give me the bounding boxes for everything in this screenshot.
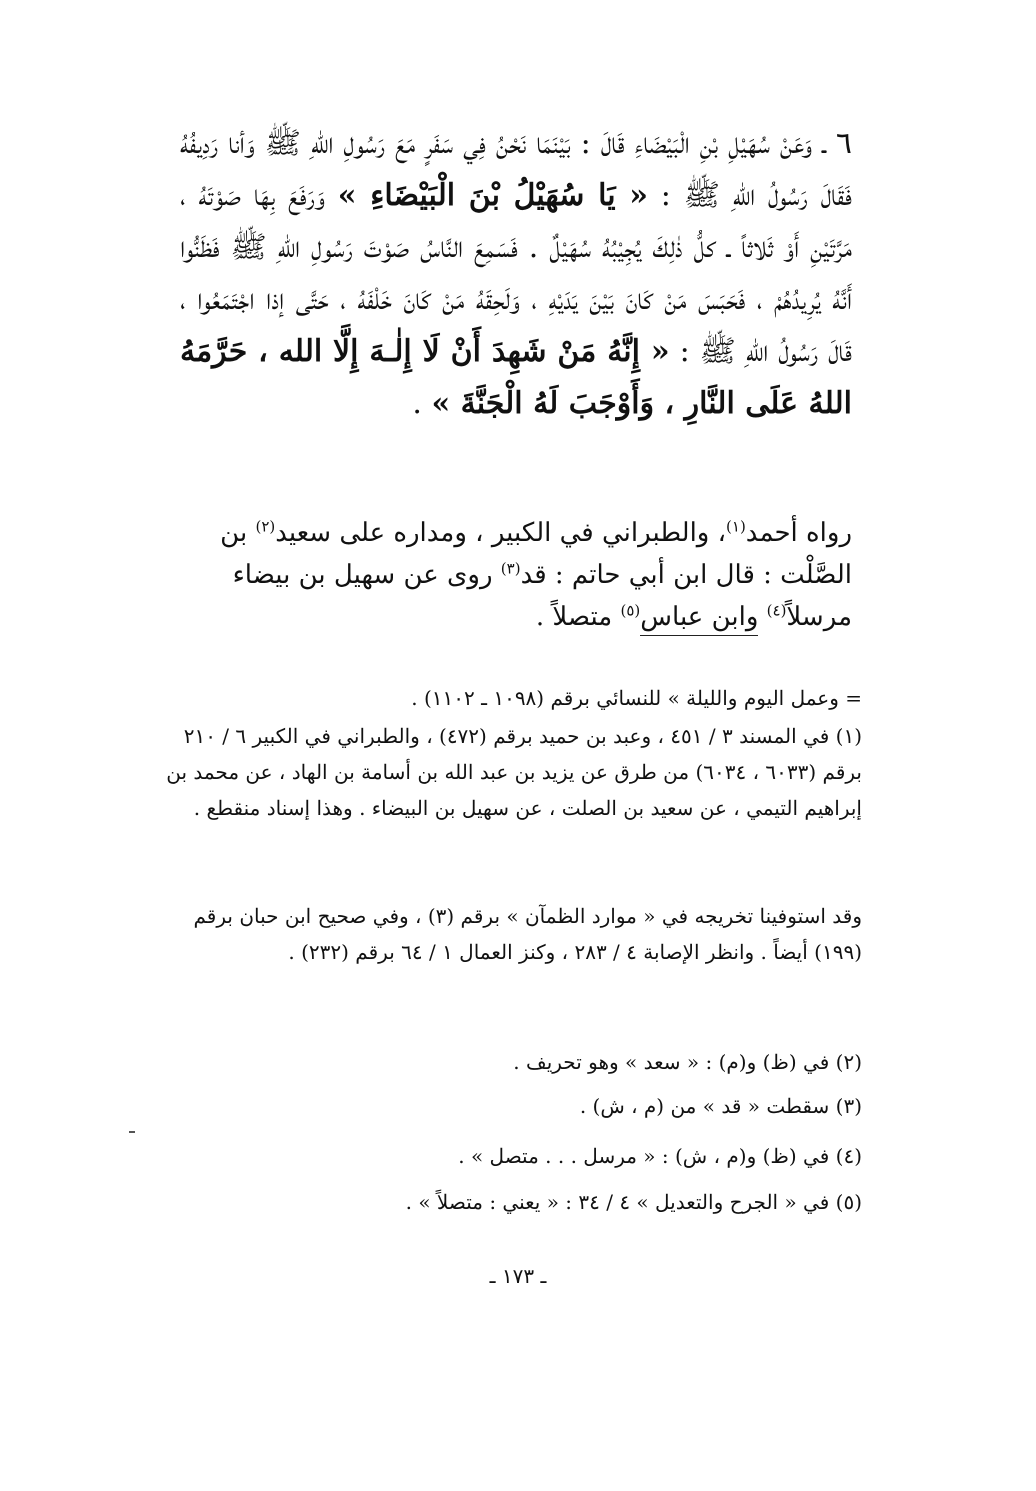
page-number: ـ ١٧٣ ـ <box>489 1264 547 1288</box>
footnote-ref-1[interactable]: (١) <box>726 517 746 536</box>
prophet-call-quote: « يَا سُهَيْلُ بْنَ الْبَيْضَاءِ » <box>337 178 649 213</box>
footnote-ref-5[interactable]: (٥) <box>620 601 641 620</box>
narration-part: بن الصَّلْت : قال ابن أبي حاتم : قد <box>220 518 852 590</box>
narration-paragraph <box>180 512 852 638</box>
narration-text <box>180 512 852 638</box>
narration-part: روى عن سهيل بن بيضاء مرسلاً <box>232 560 852 632</box>
hadith-text <box>180 118 852 430</box>
hadith-paragraph <box>180 118 852 430</box>
prophet-statement-quote: « إِنَّهُ مَنْ شَهِدَ أَنْ لَا إِلٰـهَ إِلَّا الله ، حَرَّمَهُ اللهُ عَلَى النَّارِ ، وَأَوْجَبَ لَهُ الْجَنَّةَ » <box>180 334 852 421</box>
hadith-narrative: وَرَفَعَ بِهَا صَوْتَهُ ، مَرَّتَيْنِ أَوْ ثَلاثاً ـ كلُّ ذٰلِكَ يُجِيْبُهُ سُهَيْلٌ . فَسَمِعَ النَّاسُ صَوْتَ رَسُولِ اللهِ ﷺ فَظَنُّوا أَنَّهُ يُرِيدُهُمْ ، فَحَبَسَ مَنْ كَانَ بَيْنَ يَدَيْهِ ، وَلَحِقَهُ مَنْ كَانَ خَلْفَهُ ، حَتَّى إذا اجْتَمَعُوا ، قَالَ رَسُولُ اللهِ ﷺ : <box>180 178 852 369</box>
narration-part: ، والطبراني في الكبير ، ومداره على سعيد <box>275 518 727 548</box>
footnote-1-continued: وقد استوفينا تخريجه في « موارد الظمآن » برقم (٣) ، وفي صحيح ابن حبان برقم (١٩٩) أيضاً . وانظر الإصابة ٤ / ٢٨٣ ، وكنز العمال ١ / ٦٤ برقم (٢٣٢) . <box>193 904 862 964</box>
footnote-2: (٢) في (ظ) و(م) : « سعد » وهو تحريف . <box>513 1050 862 1074</box>
footnote-5: (٥) في « الجرح والتعديل » ٤ / ٣٤ : « يعني : متصلاً » . <box>405 1190 862 1214</box>
underlined-text: وابن عباس <box>640 602 758 636</box>
footnote-ref-4[interactable]: (٤) <box>766 601 787 620</box>
footnote-3: (٣) سقطت « قد » من (م ، ش) . <box>579 1094 862 1118</box>
hadith-end: . <box>412 386 432 421</box>
footnote-1: (١) في المسند ٣ / ٤٥١ ، وعبد بن حميد برقم (٤٧٢) ، والطبراني في الكبير ٦ / ٢١٠ برقم (٦٠٣٣ ، ٦٠٣٤) من طرق عن يزيد بن عبد الله بن أسامة بن الهاد ، عن محمد بن إبراهيم التيمي ، عن سعيد بن الصلت ، عن سهيل بن البيضاء . وهذا إسناد منقطع . <box>166 724 862 820</box>
footnote-ref-2[interactable]: (٢) <box>255 517 276 536</box>
hadith-intro: ٦ ـ وَعَنْ سُهَيْلِ بْنِ الْبَيْضَاءِ قَالَ : بَيْنَمَا نَحْنُ فِي سَفَرٍ مَعَ رَسُولِ اللهِ ﷺ وَأنا رَدِيفُهُ فَقَالَ رَسُولُ اللهِ ﷺ : <box>180 126 852 213</box>
narration-part: رواه أحمد <box>745 518 852 548</box>
scan-speck <box>129 1131 135 1133</box>
footnote-continuation: = وعمل اليوم والليلة » للنسائي برقم (١٠٩٨ ـ ١١٠٢) . <box>411 686 862 710</box>
footnote-ref-3[interactable]: (٣) <box>500 559 521 578</box>
narration-part: متصلاً . <box>535 602 621 632</box>
footnote-4: (٤) في (ظ) و(م ، ش) : « مرسل . . . متصل » . <box>458 1144 862 1168</box>
